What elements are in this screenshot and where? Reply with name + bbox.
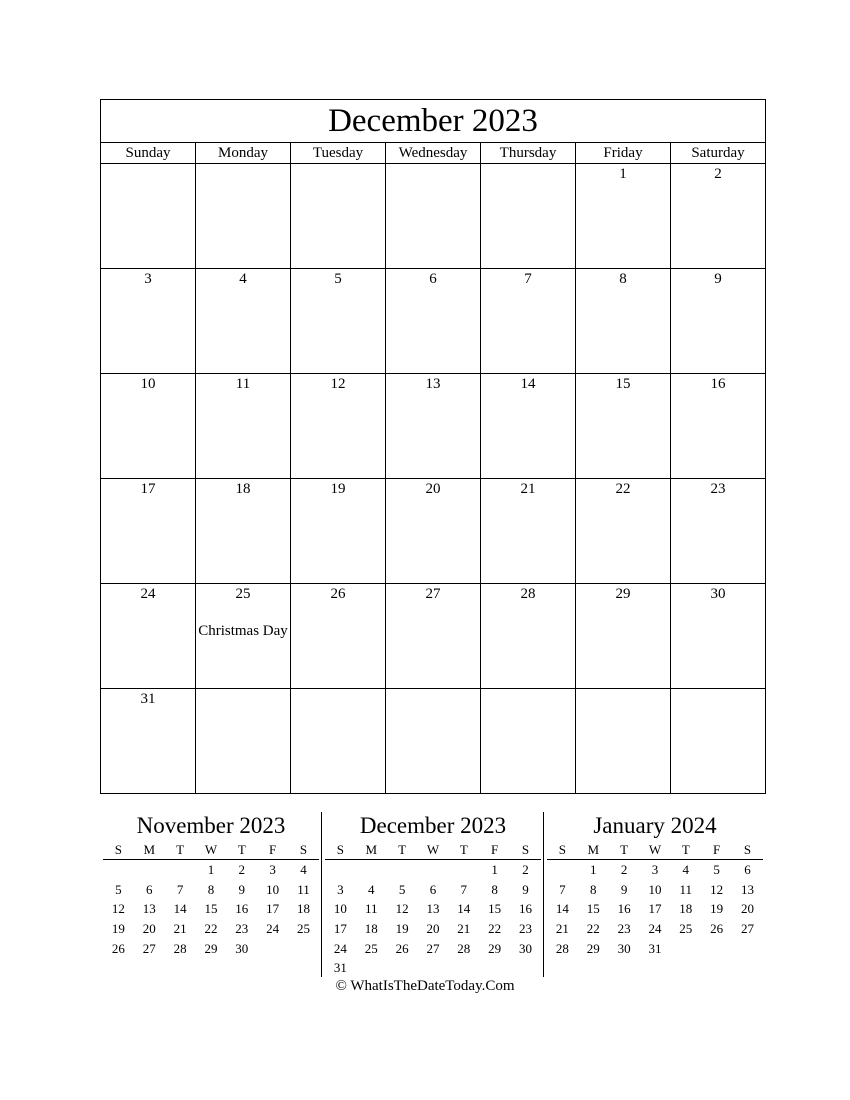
mini-day: 31 (333, 960, 347, 976)
day-number: 19 (330, 481, 346, 497)
mini-day: 14 (457, 901, 471, 917)
mini-week-row (547, 919, 763, 939)
day-number: 21 (520, 481, 536, 497)
mini-weekday: T (387, 841, 418, 860)
mini-day: 11 (297, 881, 310, 897)
day-number: 31 (140, 691, 156, 707)
weekday-thursday: Thursday (481, 143, 576, 164)
mini-day: 30 (617, 940, 631, 956)
mini-day: 21 (173, 920, 187, 936)
day-number: 22 (615, 481, 631, 497)
day-number: 23 (710, 481, 726, 497)
day-cell (101, 689, 196, 794)
day-number: 25 (235, 586, 251, 602)
mini-calendar-november (103, 812, 319, 958)
mini-weekday: S (325, 841, 356, 860)
mini-day: 1 (590, 861, 597, 877)
day-cell (386, 374, 481, 479)
mini-day: 20 (142, 920, 156, 936)
mini-day: 22 (204, 920, 218, 936)
day-cell (101, 269, 196, 374)
day-cell (101, 164, 196, 269)
mini-day: 28 (173, 940, 187, 956)
day-cell (291, 689, 386, 794)
mini-day: 10 (648, 881, 662, 897)
mini-day: 26 (111, 940, 125, 956)
day-number: 27 (425, 586, 441, 602)
day-cell (386, 689, 481, 794)
day-cell (671, 584, 766, 689)
day-cell (481, 479, 576, 584)
mini-day (103, 860, 134, 880)
day-number: 4 (239, 271, 247, 287)
copyright-text: © WhatIsTheDateToday.Com (335, 978, 515, 994)
mini-day (288, 939, 319, 959)
day-cell (576, 164, 671, 269)
week-row (101, 689, 766, 794)
weekday-saturday: Saturday (671, 143, 766, 164)
day-number: 6 (429, 271, 437, 287)
mini-week-row (325, 919, 541, 939)
mini-day: 17 (333, 920, 347, 936)
mini-week-row (325, 939, 541, 959)
mini-day (134, 860, 165, 880)
mini-day: 28 (457, 940, 471, 956)
mini-day: 21 (457, 920, 471, 936)
mini-day: 13 (426, 901, 440, 917)
mini-week-row (547, 880, 763, 900)
week-row (101, 269, 766, 374)
mini-calendar-title: November 2023 (136, 813, 286, 838)
day-cell (291, 584, 386, 689)
mini-day: 14 (173, 901, 187, 917)
mini-day (448, 860, 479, 880)
day-cell (576, 584, 671, 689)
day-number: 7 (524, 271, 532, 287)
mini-day: 8 (590, 881, 597, 897)
mini-day: 5 (713, 861, 720, 877)
day-number: 12 (330, 376, 346, 392)
mini-day: 13 (741, 881, 755, 897)
mini-day: 23 (519, 920, 533, 936)
mini-week-row (103, 919, 319, 939)
day-cell (481, 269, 576, 374)
mini-day: 27 (741, 920, 755, 936)
day-cell (481, 584, 576, 689)
mini-day: 3 (269, 861, 276, 877)
mini-day: 23 (617, 920, 631, 936)
day-number: 8 (619, 271, 627, 287)
mini-day: 17 (648, 901, 662, 917)
mini-week-row (325, 880, 541, 900)
mini-day: 22 (488, 920, 502, 936)
mini-day: 19 (395, 920, 409, 936)
day-number: 16 (710, 376, 726, 392)
mini-calendar-january (547, 812, 763, 958)
mini-day: 16 (519, 901, 533, 917)
day-number: 18 (235, 481, 251, 497)
mini-day: 9 (238, 881, 246, 897)
weekday-header-row (101, 143, 766, 164)
day-cell (481, 374, 576, 479)
day-cell (671, 689, 766, 794)
mini-day (356, 958, 387, 978)
mini-day: 29 (204, 940, 218, 956)
mini-day: 5 (115, 881, 122, 897)
mini-week-row (103, 880, 319, 900)
mini-day (418, 958, 449, 978)
day-cell (196, 164, 291, 269)
mini-day: 29 (488, 940, 502, 956)
day-cell (196, 584, 291, 689)
holiday-label: Christmas Day (198, 623, 288, 639)
mini-day: 14 (555, 901, 569, 917)
mini-weekday: M (134, 841, 165, 860)
weekday-sunday: Sunday (101, 143, 196, 164)
mini-weekday: S (510, 841, 541, 860)
mini-day: 12 (710, 881, 724, 897)
day-cell (576, 689, 671, 794)
mini-calendar-divider (543, 812, 544, 977)
mini-day: 30 (235, 940, 249, 956)
mini-day (418, 860, 449, 880)
day-cell (576, 479, 671, 584)
day-number: 20 (425, 481, 441, 497)
mini-week-row (103, 860, 319, 880)
mini-day: 27 (142, 940, 156, 956)
mini-day (670, 939, 701, 959)
mini-weekday: W (640, 841, 671, 860)
week-row (101, 584, 766, 689)
day-cell (291, 164, 386, 269)
day-cell (291, 479, 386, 584)
mini-day: 3 (337, 881, 344, 897)
mini-day: 25 (679, 920, 693, 936)
day-number: 10 (140, 376, 156, 392)
day-cell (386, 584, 481, 689)
mini-day: 8 (491, 881, 498, 897)
week-row (101, 479, 766, 584)
day-cell (386, 164, 481, 269)
mini-calendar-title: January 2024 (593, 813, 717, 838)
mini-week-row (103, 899, 319, 919)
day-cell (101, 479, 196, 584)
mini-day: 24 (333, 940, 347, 956)
mini-day: 2 (522, 861, 529, 877)
mini-weekday: T (670, 841, 701, 860)
mini-weekday: M (356, 841, 387, 860)
mini-week-row (325, 958, 541, 978)
mini-weekday: S (103, 841, 134, 860)
mini-week-row (547, 899, 763, 919)
mini-day: 9 (620, 881, 628, 897)
mini-weekday: M (578, 841, 609, 860)
mini-day: 20 (741, 901, 755, 917)
mini-day: 20 (426, 920, 440, 936)
mini-day (387, 860, 418, 880)
mini-day: 18 (364, 920, 378, 936)
day-cell (386, 269, 481, 374)
mini-day: 7 (176, 881, 184, 897)
mini-day: 2 (620, 861, 628, 877)
day-cell (576, 269, 671, 374)
mini-week-row (547, 860, 763, 880)
mini-weekday: T (165, 841, 196, 860)
mini-day (732, 939, 763, 959)
day-number: 9 (714, 271, 722, 287)
mini-day (547, 860, 578, 880)
mini-day: 8 (207, 881, 215, 897)
mini-day: 4 (368, 881, 375, 897)
mini-day (448, 958, 479, 978)
mini-day: 7 (460, 881, 468, 897)
mini-day: 25 (297, 920, 311, 936)
mini-day (510, 958, 541, 978)
day-number: 14 (520, 376, 536, 392)
mini-day (257, 939, 288, 959)
mini-day: 18 (297, 901, 311, 917)
day-cell (671, 374, 766, 479)
mini-day: 24 (266, 920, 280, 936)
mini-day (165, 860, 196, 880)
day-number: 1 (619, 166, 627, 182)
day-cell (481, 164, 576, 269)
mini-day: 25 (364, 940, 378, 956)
mini-day: 26 (395, 940, 409, 956)
day-cell (291, 269, 386, 374)
mini-day: 16 (617, 901, 631, 917)
mini-weekday: F (479, 841, 510, 860)
day-number: 13 (425, 376, 441, 392)
mini-day: 3 (651, 861, 659, 877)
mini-day: 6 (146, 881, 153, 897)
day-number: 11 (235, 376, 251, 392)
mini-day: 28 (555, 940, 569, 956)
weekday-friday: Friday (576, 143, 671, 164)
day-number: 28 (520, 586, 536, 602)
mini-weekday: F (257, 841, 288, 860)
mini-weekday: W (196, 841, 227, 860)
day-cell (671, 479, 766, 584)
mini-day: 18 (679, 901, 693, 917)
day-cell (291, 374, 386, 479)
day-cell (101, 374, 196, 479)
mini-day: 4 (682, 861, 690, 877)
mini-day: 4 (300, 861, 307, 877)
mini-day: 29 (586, 940, 600, 956)
mini-day: 21 (555, 920, 569, 936)
mini-weekday: S (732, 841, 763, 860)
day-number: 2 (714, 166, 722, 182)
mini-week-row (547, 939, 763, 959)
week-row (101, 164, 766, 269)
mini-weekday: S (547, 841, 578, 860)
mini-day: 22 (586, 920, 600, 936)
mini-day: 19 (710, 901, 724, 917)
main-calendar (100, 99, 766, 794)
mini-day (356, 860, 387, 880)
mini-day: 15 (586, 901, 600, 917)
day-number: 29 (615, 586, 631, 602)
day-cell (196, 374, 291, 479)
day-cell (101, 584, 196, 689)
mini-day: 12 (111, 901, 125, 917)
day-number: 24 (140, 586, 156, 602)
day-cell (196, 479, 291, 584)
day-number: 5 (334, 271, 342, 287)
mini-day: 24 (648, 920, 662, 936)
mini-weekday: T (226, 841, 257, 860)
mini-day: 1 (491, 861, 498, 877)
mini-day: 6 (429, 881, 437, 897)
mini-day: 10 (333, 901, 347, 917)
day-cell (386, 479, 481, 584)
mini-day: 10 (266, 881, 280, 897)
mini-week-row (325, 860, 541, 880)
mini-day: 27 (426, 940, 440, 956)
day-number: 3 (144, 271, 152, 287)
mini-day: 17 (266, 901, 280, 917)
mini-day (701, 939, 732, 959)
calendar-title: December 2023 (101, 100, 766, 143)
weekday-wednesday: Wednesday (386, 143, 481, 164)
mini-day: 11 (679, 881, 693, 897)
day-cell (671, 164, 766, 269)
mini-day: 15 (204, 901, 218, 917)
day-cell (576, 374, 671, 479)
mini-weekday: W (418, 841, 449, 860)
mini-calendar-divider (321, 812, 322, 977)
weekday-tuesday: Tuesday (291, 143, 386, 164)
mini-day: 5 (398, 881, 406, 897)
mini-day: 19 (111, 920, 125, 936)
mini-day: 13 (142, 901, 156, 917)
mini-day: 15 (488, 901, 502, 917)
mini-day: 26 (710, 920, 724, 936)
mini-week-row (325, 899, 541, 919)
mini-day: 1 (207, 861, 215, 877)
day-number: 17 (140, 481, 156, 497)
mini-week-row (103, 939, 319, 959)
day-number: 15 (615, 376, 631, 392)
mini-day: 7 (559, 881, 566, 897)
weekday-monday: Monday (196, 143, 291, 164)
mini-day: 9 (522, 881, 529, 897)
mini-weekday: F (701, 841, 732, 860)
day-cell (196, 269, 291, 374)
day-cell (196, 689, 291, 794)
mini-weekday: T (609, 841, 640, 860)
day-cell (481, 689, 576, 794)
mini-day: 6 (744, 861, 751, 877)
day-number: 26 (330, 586, 346, 602)
mini-calendar-title: December 2023 (359, 813, 507, 838)
mini-day: 2 (238, 861, 246, 877)
mini-day: 11 (365, 901, 378, 917)
mini-day: 12 (395, 901, 409, 917)
day-number: 30 (710, 586, 726, 602)
mini-day (325, 860, 356, 880)
mini-day: 31 (648, 940, 662, 956)
mini-day (479, 958, 510, 978)
mini-day (387, 958, 418, 978)
mini-weekday: T (448, 841, 479, 860)
mini-day: 16 (235, 901, 249, 917)
mini-day: 23 (235, 920, 249, 936)
mini-day: 30 (519, 940, 533, 956)
day-cell (671, 269, 766, 374)
mini-weekday: S (288, 841, 319, 860)
mini-calendar-december (325, 812, 541, 978)
week-row (101, 374, 766, 479)
